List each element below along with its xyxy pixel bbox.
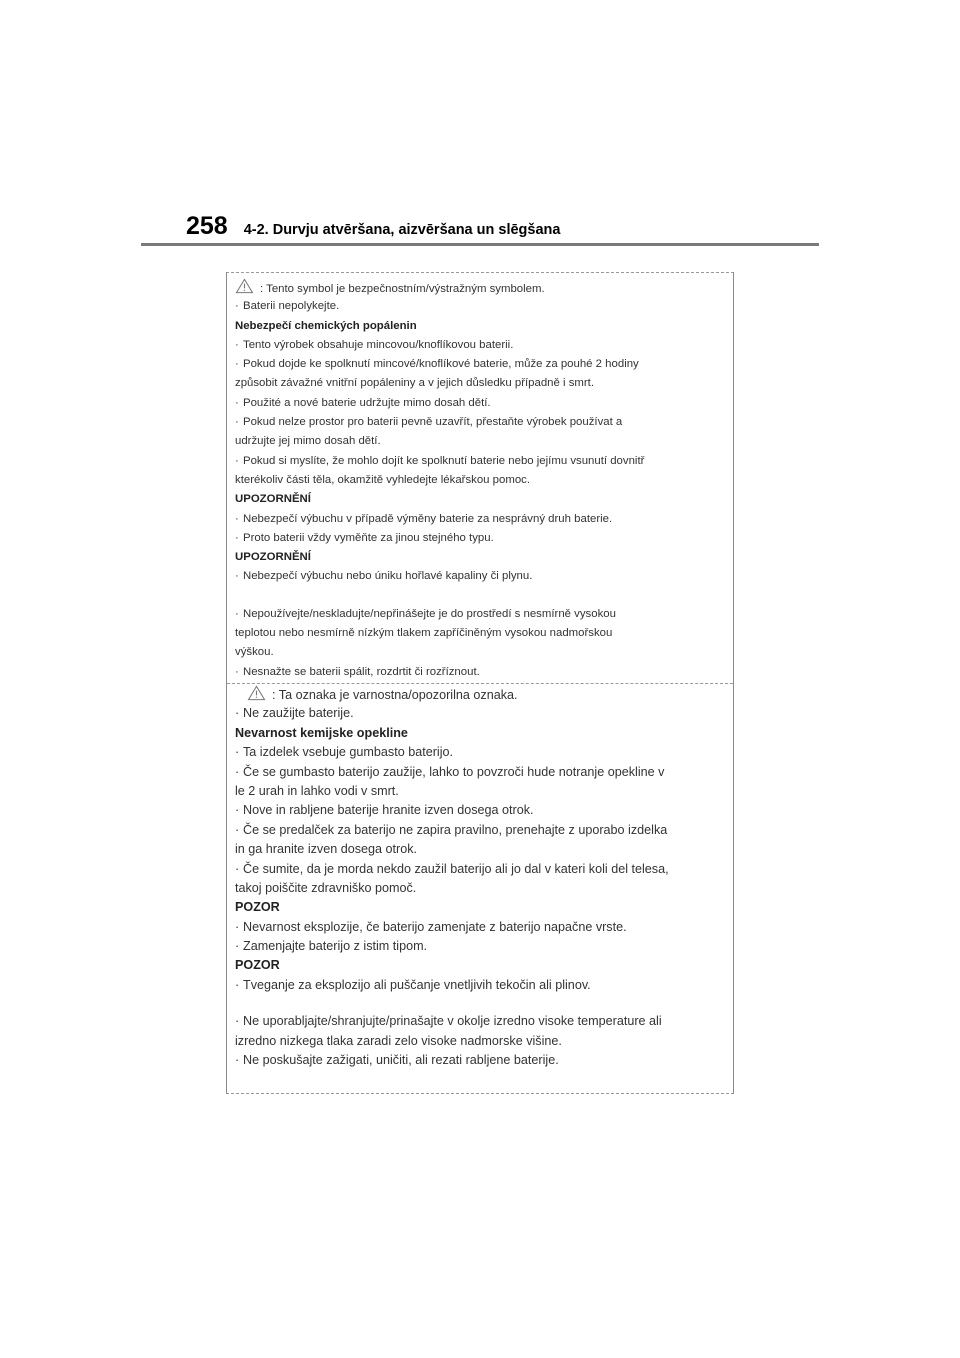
warning-continuation: způsobit závažné vnitřní popáleniny a v jejich důsledku případně i smrt.: [235, 377, 595, 390]
header-rule: [141, 243, 819, 246]
bullet-dot: [235, 821, 243, 840]
warning-bullet: [235, 763, 729, 782]
warning-continuation: izredno nizkega tlaka zaradi zelo visoke nadmorske višine.: [235, 1033, 562, 1048]
bullet-dot: [235, 860, 243, 879]
warning-bullet: [235, 860, 729, 879]
bullet-dot: [235, 567, 243, 586]
battery-warning-box: [226, 272, 734, 1094]
bullet-dot: [235, 297, 243, 316]
bullet-dot: [235, 394, 243, 413]
warning-text: Použité a nové baterie udržujte mimo dosah dětí.: [243, 396, 491, 409]
warning-bullet: [235, 510, 729, 529]
warning-text: Nebezpečí výbuchu v případě výměny baterie za nesprávný druh baterie.: [243, 512, 613, 525]
bullet-dot: [235, 743, 243, 762]
warning-text: Nove in rabljene baterije hranite izven dosega otrok.: [243, 803, 534, 818]
warning-text: Nepoužívejte/neskladujte/nepřinášejte je do prostředí s nesmírně vysokou: [243, 607, 616, 620]
slovenian-warning-section: [235, 685, 729, 1070]
bullet-dot: [235, 452, 243, 471]
paragraph-gap: [235, 995, 729, 1012]
warning-symbol-line: [235, 685, 729, 704]
bullet-dot: [235, 336, 243, 355]
warning-continuation: in ga hranite izven dosega otrok.: [235, 842, 418, 857]
warning-bullet: [235, 529, 729, 548]
bullet-dot: [235, 976, 243, 995]
warning-heading: POZOR: [235, 900, 280, 915]
bullet-dot: [235, 413, 243, 432]
warning-continuation: le 2 urah in lahko vodi v smrt.: [235, 783, 399, 798]
warning-text: Tento výrobek obsahuje mincovou/knoflíkovou baterii.: [243, 338, 514, 351]
warning-text: Nevarnost eksplozije, če baterijo zamenjate z baterijo napačne vrste.: [243, 919, 627, 934]
bullet-dot: [235, 918, 243, 937]
bullet-dot: [235, 1051, 243, 1070]
czech-warning-section: [235, 278, 729, 682]
bullet-dot: [235, 605, 243, 624]
bullet-dot: [235, 663, 243, 682]
warning-continuation: teplotou nebo nesmírně nízkým tlakem zapříčiněným vysokou nadmořskou: [235, 627, 613, 640]
warning-bullet: [235, 743, 729, 762]
warning-text: Pokud si myslíte, že mohlo dojít ke spolknutí baterie nebo jejímu vsunutí dovnitř: [243, 454, 645, 467]
warning-bullet: [235, 801, 729, 820]
warning-text: Baterii nepolykejte.: [243, 300, 340, 313]
section-divider: [227, 683, 733, 684]
warning-text: Ne uporabljajte/shranjujte/prinašajte v okolje izredno visoke temperature ali: [243, 1014, 662, 1029]
bullet-dot: [235, 510, 243, 529]
warning-text: Ne poskušajte zažigati, uničiti, ali rezati rabljene baterije.: [243, 1053, 559, 1068]
warning-continuation: takoj poiščite zdravniško pomoč.: [235, 880, 417, 895]
warning-bullet: [235, 605, 729, 624]
warning-text: Nesnažte se baterii spálit, rozdrtit či rozříznout.: [243, 665, 480, 678]
warning-triangle-icon: [235, 278, 254, 294]
warning-text: Zamenjajte baterijo z istim tipom.: [243, 939, 428, 954]
warning-text: Če se predalček za baterijo ne zapira pravilno, prenehajte z uporabo izdelka: [243, 822, 668, 837]
warning-bullet: [235, 297, 729, 316]
warning-triangle-icon: [247, 685, 266, 701]
warning-bullet: [235, 355, 729, 374]
warning-bullet: [235, 567, 729, 586]
page-header: [186, 212, 560, 242]
warning-text: Nebezpečí výbuchu nebo úniku hořlavé kapaliny či plynu.: [243, 570, 533, 583]
warning-bullet: [235, 918, 729, 937]
symbol-description: : Tento symbol je bezpečnostním/výstražným symbolem.: [260, 283, 545, 295]
bullet-dot: [235, 355, 243, 374]
warning-continuation: výškou.: [235, 646, 274, 659]
warning-heading: POZOR: [235, 958, 280, 973]
bullet-dot: [235, 529, 243, 548]
warning-bullet: [235, 821, 729, 840]
warning-symbol-line: [235, 278, 729, 297]
warning-bullet: [235, 704, 729, 723]
paragraph-gap: [235, 587, 729, 605]
warning-heading: Nevarnost kemijske opekline: [235, 725, 408, 740]
page-number: 258: [186, 212, 228, 240]
warning-text: Pokud dojde ke spolknutí mincové/knoflíkové baterie, může za pouhé 2 hodiny: [243, 358, 639, 371]
warning-continuation: udržujte jej mimo dosah dětí.: [235, 435, 381, 448]
bullet-dot: [235, 801, 243, 820]
warning-text: Pokud nelze prostor pro baterii pevně uzavřít, přestaňte výrobek používat a: [243, 416, 623, 429]
warning-text: Tveganje za eksplozijo ali puščanje vnetljivih tekočin ali plinov.: [243, 977, 591, 992]
warning-bullet: [235, 394, 729, 413]
warning-text: Če sumite, da je morda nekdo zaužil baterijo ali jo dal v kateri koli del telesa,: [243, 861, 669, 876]
warning-bullet: [235, 663, 729, 682]
warning-heading: UPOZORNĚNÍ: [235, 551, 311, 564]
warning-bullet: [235, 1051, 729, 1070]
warning-text: Proto baterii vždy vyměňte za jinou stejného typu.: [243, 531, 494, 544]
bullet-dot: [235, 763, 243, 782]
warning-text: Če se gumbasto baterijo zaužije, lahko to povzroči hude notranje opekline v: [243, 764, 665, 779]
warning-bullet: [235, 976, 729, 995]
symbol-description: : Ta oznaka je varnostna/opozorilna oznaka.: [272, 688, 518, 702]
warning-heading: UPOZORNĚNÍ: [235, 493, 311, 506]
warning-text: Ne zaužijte baterije.: [243, 706, 354, 721]
warning-heading: Nebezpečí chemických popálenin: [235, 319, 417, 332]
warning-bullet: [235, 1012, 729, 1031]
warning-continuation: kterékoliv části těla, okamžitě vyhledejte lékařskou pomoc.: [235, 473, 531, 486]
warning-bullet: [235, 336, 729, 355]
bullet-dot: [235, 704, 243, 723]
warning-bullet: [235, 937, 729, 956]
section-title: 4-2. Durvju atvēršana, aizvēršana un slēgšana: [243, 222, 561, 238]
bullet-dot: [235, 1012, 243, 1031]
warning-bullet: [235, 452, 729, 471]
warning-bullet: [235, 413, 729, 432]
bullet-dot: [235, 937, 243, 956]
warning-text: Ta izdelek vsebuje gumbasto baterijo.: [243, 745, 454, 760]
